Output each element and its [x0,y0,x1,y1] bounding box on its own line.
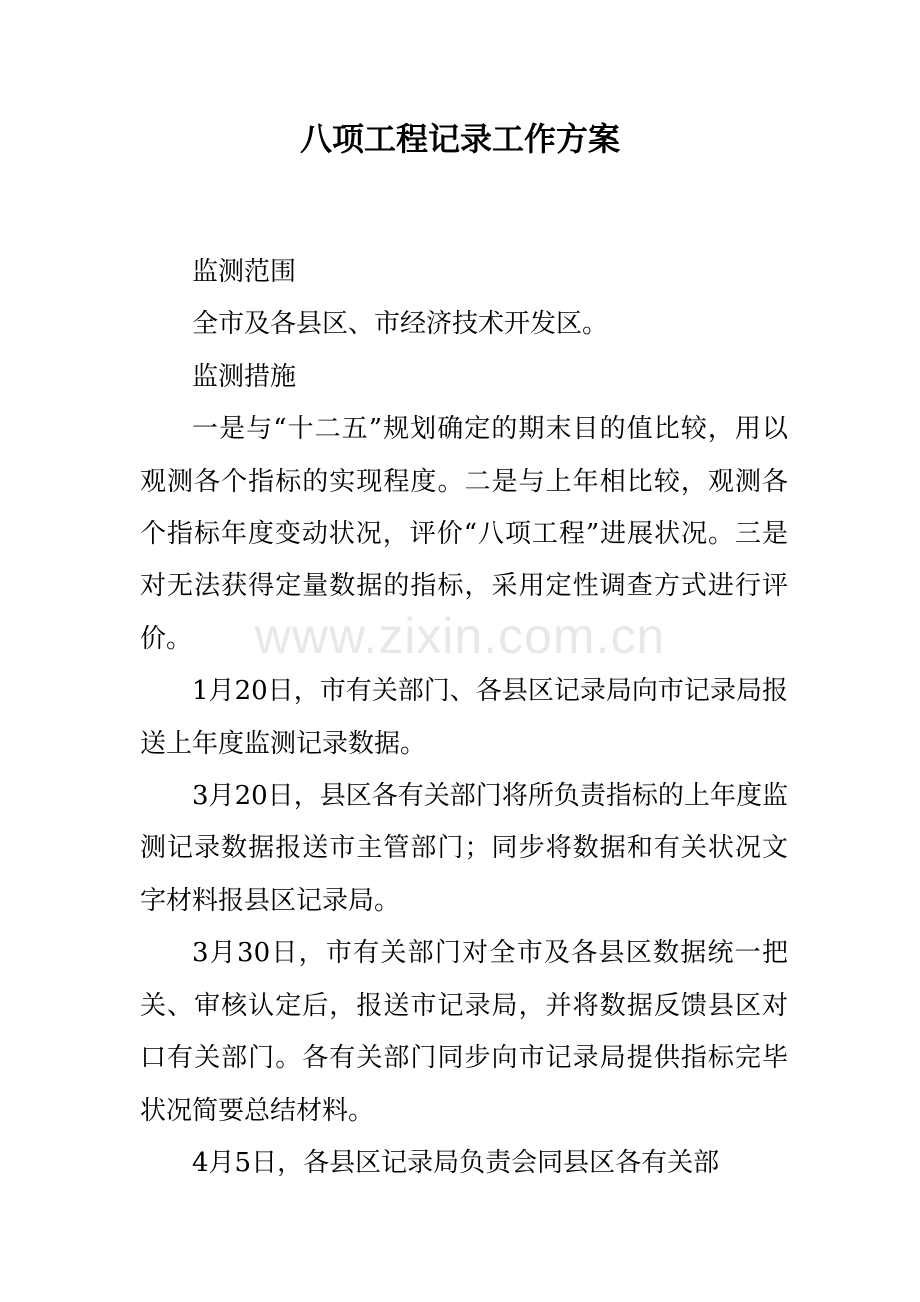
paragraph-monitoring-scope: 全市及各县区、市经济技术开发区。 [192,309,609,340]
paragraph-jan-20: 1月20日，市有关部门、各县区记录局向市记录局报送上年度监测记录数据。 [140,676,788,759]
paragraph-monitoring-methods: 一是与“十二五”规划确定的期末目的值比较，用以观测各个指标的实现程度。二是与上年相比较，观测各个指标年度变动状况，评价“八项工程”进展状况。三是对无法获得定量数据的指标，采用定性调查方式进行评价。 [140,414,788,654]
paragraph-monitoring-scope-heading: 监测范围 [192,257,297,287]
watermark: www.zixin.com.cn [254,608,666,664]
paragraph-mar-20: 3月20日，县区各有关部门将所负责指标的上年度监测记录数据报送市主管部门；同步将数据和有关状况文字材料报县区记录局。 [140,781,788,916]
document-title: 八项工程记录工作方案 [299,120,620,158]
paragraph-apr-5: 4月5日，各县区记录局负责会同县区各有关部 [192,1147,720,1178]
document-body [140,246,788,1189]
paragraph-mar-30: 3月30日，市有关部门对全市及各县区数据统一把关、审核认定后，报送市记录局，并将数据反馈县区对口有关部门。各有关部门同步向市记录局提供指标完毕状况简要总结材料。 [140,938,788,1126]
paragraph-monitoring-methods-heading: 监测措施 [192,361,297,392]
